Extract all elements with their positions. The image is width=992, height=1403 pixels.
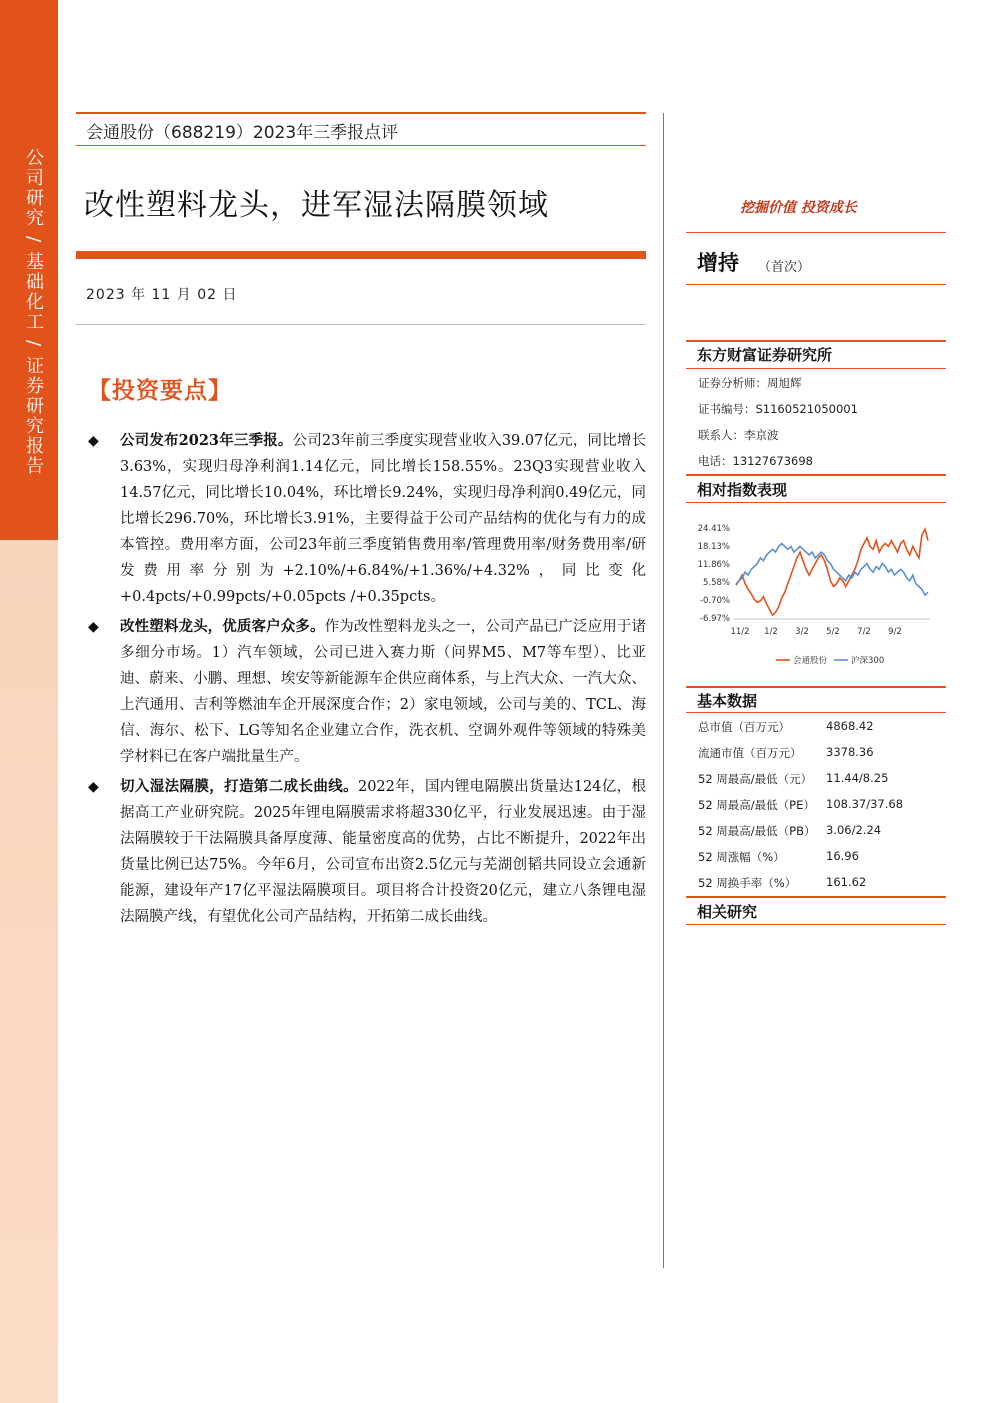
basic-data-key: 流通市值（百万元） xyxy=(698,746,802,760)
chart-y-tick-label: -6.97% xyxy=(699,614,730,624)
chart-x-tick-label: 1/2 xyxy=(764,627,778,637)
report-date: 2023 年 11 月 02 日 xyxy=(86,287,238,303)
basic-rule-bottom xyxy=(686,712,946,713)
diamond-bullet-icon: ◆ xyxy=(88,619,99,635)
side-category xyxy=(14,148,46,476)
legend-label: 会通股份 xyxy=(793,656,828,666)
basic-data-value: 4868.42 xyxy=(826,719,874,733)
chart-x-tick-label: 9/2 xyxy=(888,627,902,637)
basic-data-key: 52 周最高/最低（PB） xyxy=(698,824,816,838)
point-body: 2022年，国内锂电隔膜出货量达124亿，根据高工产业研究院。2025年锂电隔膜需求将超330亿平，行业发展迅速。由于湿法隔膜较于干法隔膜具备厚度薄、能量密度高的优势，占比不断提升，2022年出货量比例已达75%。今年6月，公司宣布出资2.5亿元与芜湖创韬共同设立会通新能源，建设年产17亿平湿法隔膜项目。项目将合计投资20亿元，建立八条锂电湿法隔膜产线，有望优化公司产品结构，开拓第二成长曲线。 xyxy=(120,779,647,925)
chart-y-tick-label: 24.41% xyxy=(697,524,730,534)
chart-x-tick-label: 3/2 xyxy=(795,627,809,637)
basic-data-key: 52 周换手率（%） xyxy=(698,876,797,890)
certificate-number: 证书编号：S1160521050001 xyxy=(698,402,858,416)
institute-rule-bottom xyxy=(686,368,946,369)
analyst-name: 证券分析师：周旭辉 xyxy=(698,376,802,390)
rating-note: （首次） xyxy=(758,260,811,275)
chart-y-tick-label: 5.58% xyxy=(702,578,730,588)
basic-data-value: 11.44/8.25 xyxy=(826,771,889,785)
basic-data-key: 52 周涨幅（%） xyxy=(698,850,785,864)
series-line-company xyxy=(736,529,928,615)
basic-data-value: 108.37/37.68 xyxy=(826,797,904,811)
related-rule-bottom xyxy=(686,924,946,925)
chart-x-tick-label: 11/2 xyxy=(730,627,750,637)
side-category-company: 公司研究 xyxy=(23,148,44,228)
phone-number: 电话：13127673698 xyxy=(698,454,813,468)
series-line-index xyxy=(736,544,928,596)
section-title: 【投资要点】 xyxy=(88,377,232,404)
chart-rule xyxy=(686,474,946,476)
diamond-bullet-icon: ◆ xyxy=(88,779,99,795)
investment-point xyxy=(86,428,646,610)
investment-point xyxy=(86,614,646,770)
point-lead: 公司发布2023年三季报。 xyxy=(120,432,293,449)
side-category-industry: 基础化工 xyxy=(23,252,44,333)
chart-y-tick-label: 11.86% xyxy=(697,560,730,570)
side-separator: / xyxy=(23,236,44,245)
basic-rule xyxy=(686,686,946,688)
date-rule xyxy=(76,324,646,325)
chart-y-tick-label: -0.70% xyxy=(699,596,730,606)
chart-y-tick-label: 18.13% xyxy=(697,542,730,552)
basic-data-key: 52 周最高/最低（元） xyxy=(698,772,813,786)
side-separator: / xyxy=(23,340,44,349)
slogan: 挖掘价值 投资成长 xyxy=(740,200,857,216)
basic-data-heading: 基本数据 xyxy=(697,692,758,710)
title-rule xyxy=(76,251,646,259)
basic-data-key: 总市值（百万元） xyxy=(698,720,790,734)
page-title: 改性塑料龙头，进军湿法隔膜领域 xyxy=(84,188,549,223)
chart-rule-bottom xyxy=(686,502,946,503)
basic-data-key: 52 周最高/最低（PE） xyxy=(698,798,815,812)
side-bar xyxy=(0,0,58,1403)
report-type: 会通股份（688219）2023年三季报点评 xyxy=(86,123,399,143)
related-rule xyxy=(686,896,946,898)
point-body: 公司23年前三季度实现营业收入39.07亿元，同比增长3.63%，实现归母净利润1.14亿元，同比增长158.55%。23Q3实现营业收入14.57亿元，同比增长10.04%，环比增长9.24%，实现归母净利润0.49亿元，同比增长296.70%，环比增长3.91%，主要得益于公司产品结构的优化与有力的成本管控。费用率方面，公司23年前三季度销售费用率/管理费用率/财务费用率/研发费用率分别为+2.10%/+6.84%/+1.36%/+4.32%，同比变化+0.4pcts/+0.99pcts/+0.05pcts /+0.35pcts。 xyxy=(120,433,646,605)
column-divider xyxy=(663,113,664,1268)
contact-person: 联系人：李京波 xyxy=(698,428,779,442)
chart-x-tick-label: 7/2 xyxy=(857,627,871,637)
relative-index-chart xyxy=(690,514,940,674)
point-lead: 改性塑料龙头，优质客户众多。 xyxy=(120,618,325,635)
institute-name: 东方财富证券研究所 xyxy=(697,346,833,364)
chart-heading: 相对指数表现 xyxy=(697,481,788,499)
basic-data-value: 161.62 xyxy=(826,875,867,889)
related-research-heading: 相关研究 xyxy=(697,903,758,921)
institute-rule xyxy=(686,340,946,342)
investment-points xyxy=(86,428,646,930)
side-category-report: 证券研究报告 xyxy=(23,356,44,477)
rating: 增持 xyxy=(697,251,739,275)
point-lead: 切入湿法隔膜，打造第二成长曲线。 xyxy=(120,778,358,795)
basic-data-value: 3378.36 xyxy=(826,745,874,759)
basic-data-value: 3.06/2.24 xyxy=(826,823,882,837)
basic-data-value: 16.96 xyxy=(826,849,859,863)
point-body: 作为改性塑料龙头之一，公司产品已广泛应用于诸多细分市场。1）汽车领域，公司已进入赛力斯（问界M5、M7等车型）、比亚迪、蔚来、小鹏、理想、埃安等新能源车企供应商体系，与上汽大众、一汽大众、上汽通用、吉利等燃油车企开展深度合作；2）家电领域，公司与美的、TCL、海信、海尔、松下、LG等知名企业建立合作，洗衣机、空调外观件等领域的特殊美学材料已在客户端批量生产。 xyxy=(120,619,647,765)
subtitle-rule xyxy=(76,145,646,146)
diamond-bullet-icon: ◆ xyxy=(88,433,99,449)
chart-x-tick-label: 5/2 xyxy=(826,627,840,637)
top-rule xyxy=(76,112,646,114)
slogan-rule xyxy=(686,232,946,233)
rating-rule xyxy=(686,284,946,285)
legend-label: 沪深300 xyxy=(851,656,885,666)
investment-point xyxy=(86,774,646,930)
